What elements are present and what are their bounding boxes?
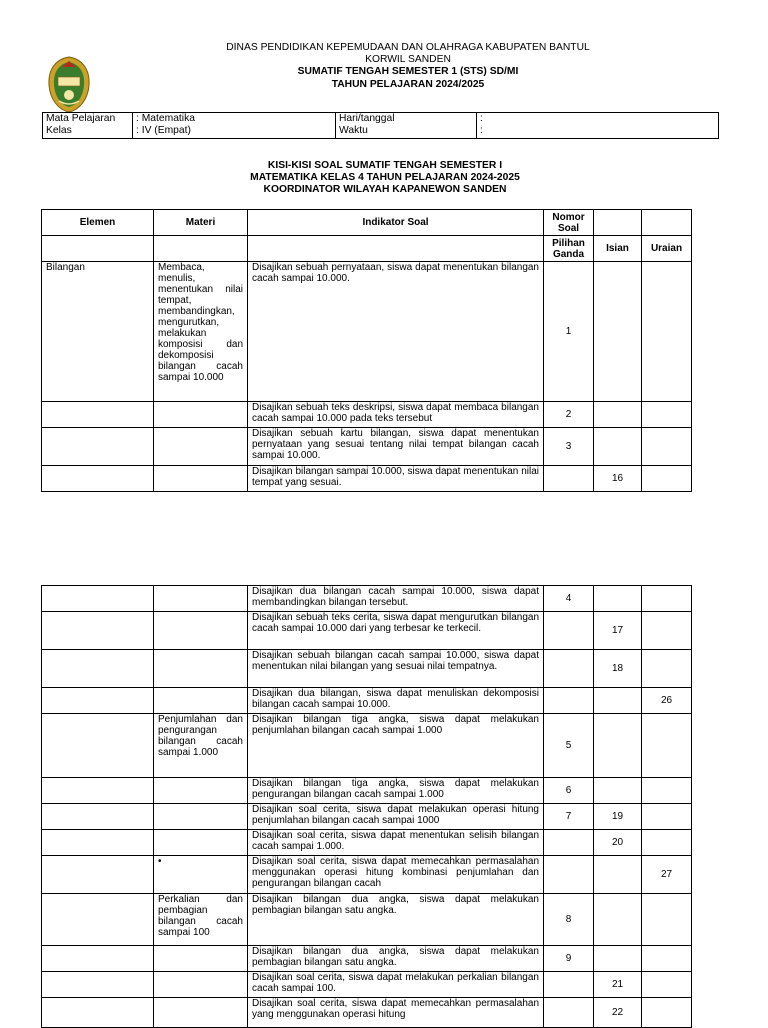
indikator-cell: Disajikan soal cerita, siswa dapat memecahkan permasalahan menggunakan operasi hitung kombinasi penjumlahan dan pengurangan bilangan cacah (248, 856, 544, 894)
table-body (42, 262, 692, 492)
table-row (42, 778, 692, 804)
indikator-cell: Disajikan sebuah teks deskripsi, siswa dapat membaca bilangan cacah sampai 10.000 pada teks tersebut (248, 402, 544, 428)
indikator-cell: Disajikan bilangan dua angka, siswa dapat melakukan pembagian bilangan satu angka. (248, 946, 544, 972)
time-value: : (480, 125, 483, 136)
materi-cell (154, 778, 248, 804)
pilihan-ganda-cell: 2 (544, 402, 594, 428)
isian-cell: 22 (594, 998, 642, 1028)
uraian-cell (642, 650, 692, 688)
indikator-cell: Disajikan soal cerita, siswa dapat melakukan operasi hitung penjumlahan bilangan cacah sampai 1000 (248, 804, 544, 830)
uraian-cell (642, 466, 692, 492)
col-header-indikator: Indikator Soal (248, 210, 544, 236)
header-korwil: KORWIL SANDEN (365, 54, 451, 65)
table-row (42, 946, 692, 972)
pilihan-ganda-cell (544, 856, 594, 894)
uraian-cell (642, 714, 692, 778)
uraian-cell (642, 586, 692, 612)
pilihan-ganda-cell (544, 466, 594, 492)
isian-cell: 18 (594, 650, 642, 688)
elemen-cell (42, 466, 154, 492)
indikator-cell: Disajikan bilangan dua angka, siswa dapat melakukan pembagian bilangan satu angka. (248, 894, 544, 946)
materi-cell (154, 650, 248, 688)
col-header-uraian: Uraian (642, 236, 692, 262)
isian-cell: 19 (594, 804, 642, 830)
indikator-cell: Disajikan soal cerita, siswa dapat melakukan perkalian bilangan cacah sampai 100. (248, 972, 544, 998)
pilihan-ganda-cell (544, 830, 594, 856)
materi-cell: Penjumlahan dan pengurangan bilangan cacah sampai 1.000 (154, 714, 248, 778)
kisi-subtitle: MATEMATIKA KELAS 4 TAHUN PELAJARAN 2024-2025 (250, 172, 520, 183)
kisi-table-page2 (41, 585, 692, 1028)
table-body (42, 586, 692, 1028)
uraian-cell: 27 (642, 856, 692, 894)
uraian-cell (642, 830, 692, 856)
empty-cell (248, 236, 544, 262)
table-row (42, 856, 692, 894)
subject-label: Mata Pelajaran (46, 113, 116, 124)
indikator-cell: Disajikan soal cerita, siswa dapat memecahkan permasalahan yang menggunakan operasi hitung (248, 998, 544, 1028)
uraian-cell: 26 (642, 688, 692, 714)
pilihan-ganda-cell (544, 612, 594, 650)
col-header-nomor: Nomor Soal (544, 210, 594, 236)
table-row (42, 402, 692, 428)
elemen-cell (42, 650, 154, 688)
elemen-cell (42, 998, 154, 1028)
uraian-cell (642, 804, 692, 830)
uraian-cell (642, 428, 692, 466)
uraian-cell (642, 612, 692, 650)
table-row (42, 428, 692, 466)
elemen-cell (42, 856, 154, 894)
isian-cell: 17 (594, 612, 642, 650)
elemen-cell (42, 830, 154, 856)
table-row (42, 688, 692, 714)
pilihan-ganda-cell: 5 (544, 714, 594, 778)
pilihan-ganda-cell: 9 (544, 946, 594, 972)
empty-cell (642, 210, 692, 236)
info-divider (132, 112, 133, 139)
elemen-cell (42, 688, 154, 714)
materi-cell (154, 402, 248, 428)
empty-cell (42, 236, 154, 262)
col-header-materi: Materi (154, 210, 248, 236)
header-exam-title: SUMATIF TENGAH SEMESTER 1 (STS) SD/MI (297, 66, 519, 77)
uraian-cell (642, 894, 692, 946)
uraian-cell (642, 998, 692, 1028)
kisi-table-page1 (41, 209, 692, 492)
indikator-cell: Disajikan dua bilangan, siswa dapat menuliskan dekomposisi bilangan cacah sampai 10.000. (248, 688, 544, 714)
table-row (42, 714, 692, 778)
indikator-cell: Disajikan sebuah bilangan cacah sampai 10.000, siswa dapat menentukan nilai bilangan yang sesuai nilai tempatnya. (248, 650, 544, 688)
isian-cell (594, 586, 642, 612)
elemen-cell (42, 972, 154, 998)
pilihan-ganda-cell (544, 998, 594, 1028)
indikator-cell: Disajikan soal cerita, siswa dapat menentukan selisih bilangan cacah sampai 1.000. (248, 830, 544, 856)
time-label: Waktu (339, 125, 368, 136)
materi-cell: Perkalian dan pembagian bilangan cacah sampai 100 (154, 894, 248, 946)
materi-cell: Membaca, menulis, menentukan nilai tempat, membandingkan, mengurutkan, melakukan komposisi dan dekomposisi bilangan cacah sampai 10.000 (154, 262, 248, 402)
indikator-cell: Disajikan sebuah pernyataan, siswa dapat menentukan bilangan cacah sampai 10.000. (248, 262, 544, 402)
elemen-cell (42, 402, 154, 428)
materi-cell (154, 830, 248, 856)
isian-cell: 21 (594, 972, 642, 998)
isian-cell (594, 402, 642, 428)
pilihan-ganda-cell (544, 972, 594, 998)
pilihan-ganda-cell: 1 (544, 262, 594, 402)
materi-cell (154, 972, 248, 998)
isian-cell (594, 714, 642, 778)
pilihan-ganda-cell: 3 (544, 428, 594, 466)
isian-cell: 16 (594, 466, 642, 492)
pilihan-ganda-cell: 8 (544, 894, 594, 946)
indikator-cell: Disajikan bilangan sampai 10.000, siswa dapat menentukan nilai tempat yang sesuai. (248, 466, 544, 492)
table-row (42, 650, 692, 688)
table-row (42, 894, 692, 946)
elemen-cell (42, 778, 154, 804)
materi-cell (154, 946, 248, 972)
info-divider (335, 112, 336, 139)
isian-cell (594, 856, 642, 894)
materi-cell (154, 804, 248, 830)
table-row (42, 830, 692, 856)
header-agency: DINAS PENDIDIKAN KEPEMUDAAN DAN OLAHRAGA KABUPATEN BANTUL (226, 42, 590, 53)
day-label: Hari/tanggal (339, 113, 395, 124)
isian-cell (594, 262, 642, 402)
empty-cell (594, 210, 642, 236)
kisi-coordinator: KOORDINATOR WILAYAH KAPANEWON SANDEN (263, 184, 507, 195)
pilihan-ganda-cell: 4 (544, 586, 594, 612)
col-header-elemen: Elemen (42, 210, 154, 236)
isian-cell (594, 428, 642, 466)
class-value: : IV (Empat) (136, 125, 191, 136)
uraian-cell (642, 778, 692, 804)
info-divider (476, 112, 477, 139)
materi-cell (154, 586, 248, 612)
isian-cell (594, 688, 642, 714)
uraian-cell (642, 972, 692, 998)
table-row (42, 262, 692, 402)
table-row (42, 998, 692, 1028)
indikator-cell: Disajikan dua bilangan cacah sampai 10.000, siswa dapat membandingkan bilangan tersebut. (248, 586, 544, 612)
elemen-cell (42, 714, 154, 778)
elemen-cell: Bilangan (42, 262, 154, 402)
table-row (42, 612, 692, 650)
subject-value: : Matematika (136, 113, 195, 124)
isian-cell (594, 894, 642, 946)
table-row (42, 586, 692, 612)
pilihan-ganda-cell (544, 688, 594, 714)
materi-cell (154, 612, 248, 650)
indikator-cell: Disajikan sebuah kartu bilangan, siswa dapat menentukan pernyataan yang sesuai tentang nilai tempat bilangan cacah sampai 10.000. (248, 428, 544, 466)
elemen-cell (42, 894, 154, 946)
header-school-year: TAHUN PELAJARAN 2024/2025 (331, 79, 485, 90)
class-label: Kelas (46, 125, 72, 136)
elemen-cell (42, 612, 154, 650)
materi-cell (154, 998, 248, 1028)
pilihan-ganda-cell: 7 (544, 804, 594, 830)
table-row (42, 804, 692, 830)
isian-cell (594, 946, 642, 972)
uraian-cell (642, 402, 692, 428)
indikator-cell: Disajikan bilangan tiga angka, siswa dapat melakukan pengurangan bilangan cacah sampai 1.000 (248, 778, 544, 804)
col-header-pilihan-ganda: Pilihan Ganda (544, 236, 594, 262)
kisi-title: KISI-KISI SOAL SUMATIF TENGAH SEMESTER I (267, 160, 503, 171)
elemen-cell (42, 586, 154, 612)
materi-cell (154, 688, 248, 714)
elemen-cell (42, 804, 154, 830)
materi-cell (154, 428, 248, 466)
col-header-isian: Isian (594, 236, 642, 262)
elemen-cell (42, 428, 154, 466)
isian-cell (594, 778, 642, 804)
uraian-cell (642, 946, 692, 972)
pilihan-ganda-cell: 6 (544, 778, 594, 804)
indikator-cell: Disajikan bilangan tiga angka, siswa dapat melakukan penjumlahan bilangan cacah sampai 1.000 (248, 714, 544, 778)
elemen-cell (42, 946, 154, 972)
pilihan-ganda-cell (544, 650, 594, 688)
table-row (42, 972, 692, 998)
materi-cell (154, 466, 248, 492)
day-value: : (480, 113, 483, 124)
uraian-cell (642, 262, 692, 402)
isian-cell: 20 (594, 830, 642, 856)
indikator-cell: Disajikan sebuah teks cerita, siswa dapat mengurutkan bilangan cacah sampai 10.000 dari yang terbesar ke terkecil. (248, 612, 544, 650)
materi-cell: • (154, 856, 248, 894)
empty-cell (154, 236, 248, 262)
table-row (42, 466, 692, 492)
